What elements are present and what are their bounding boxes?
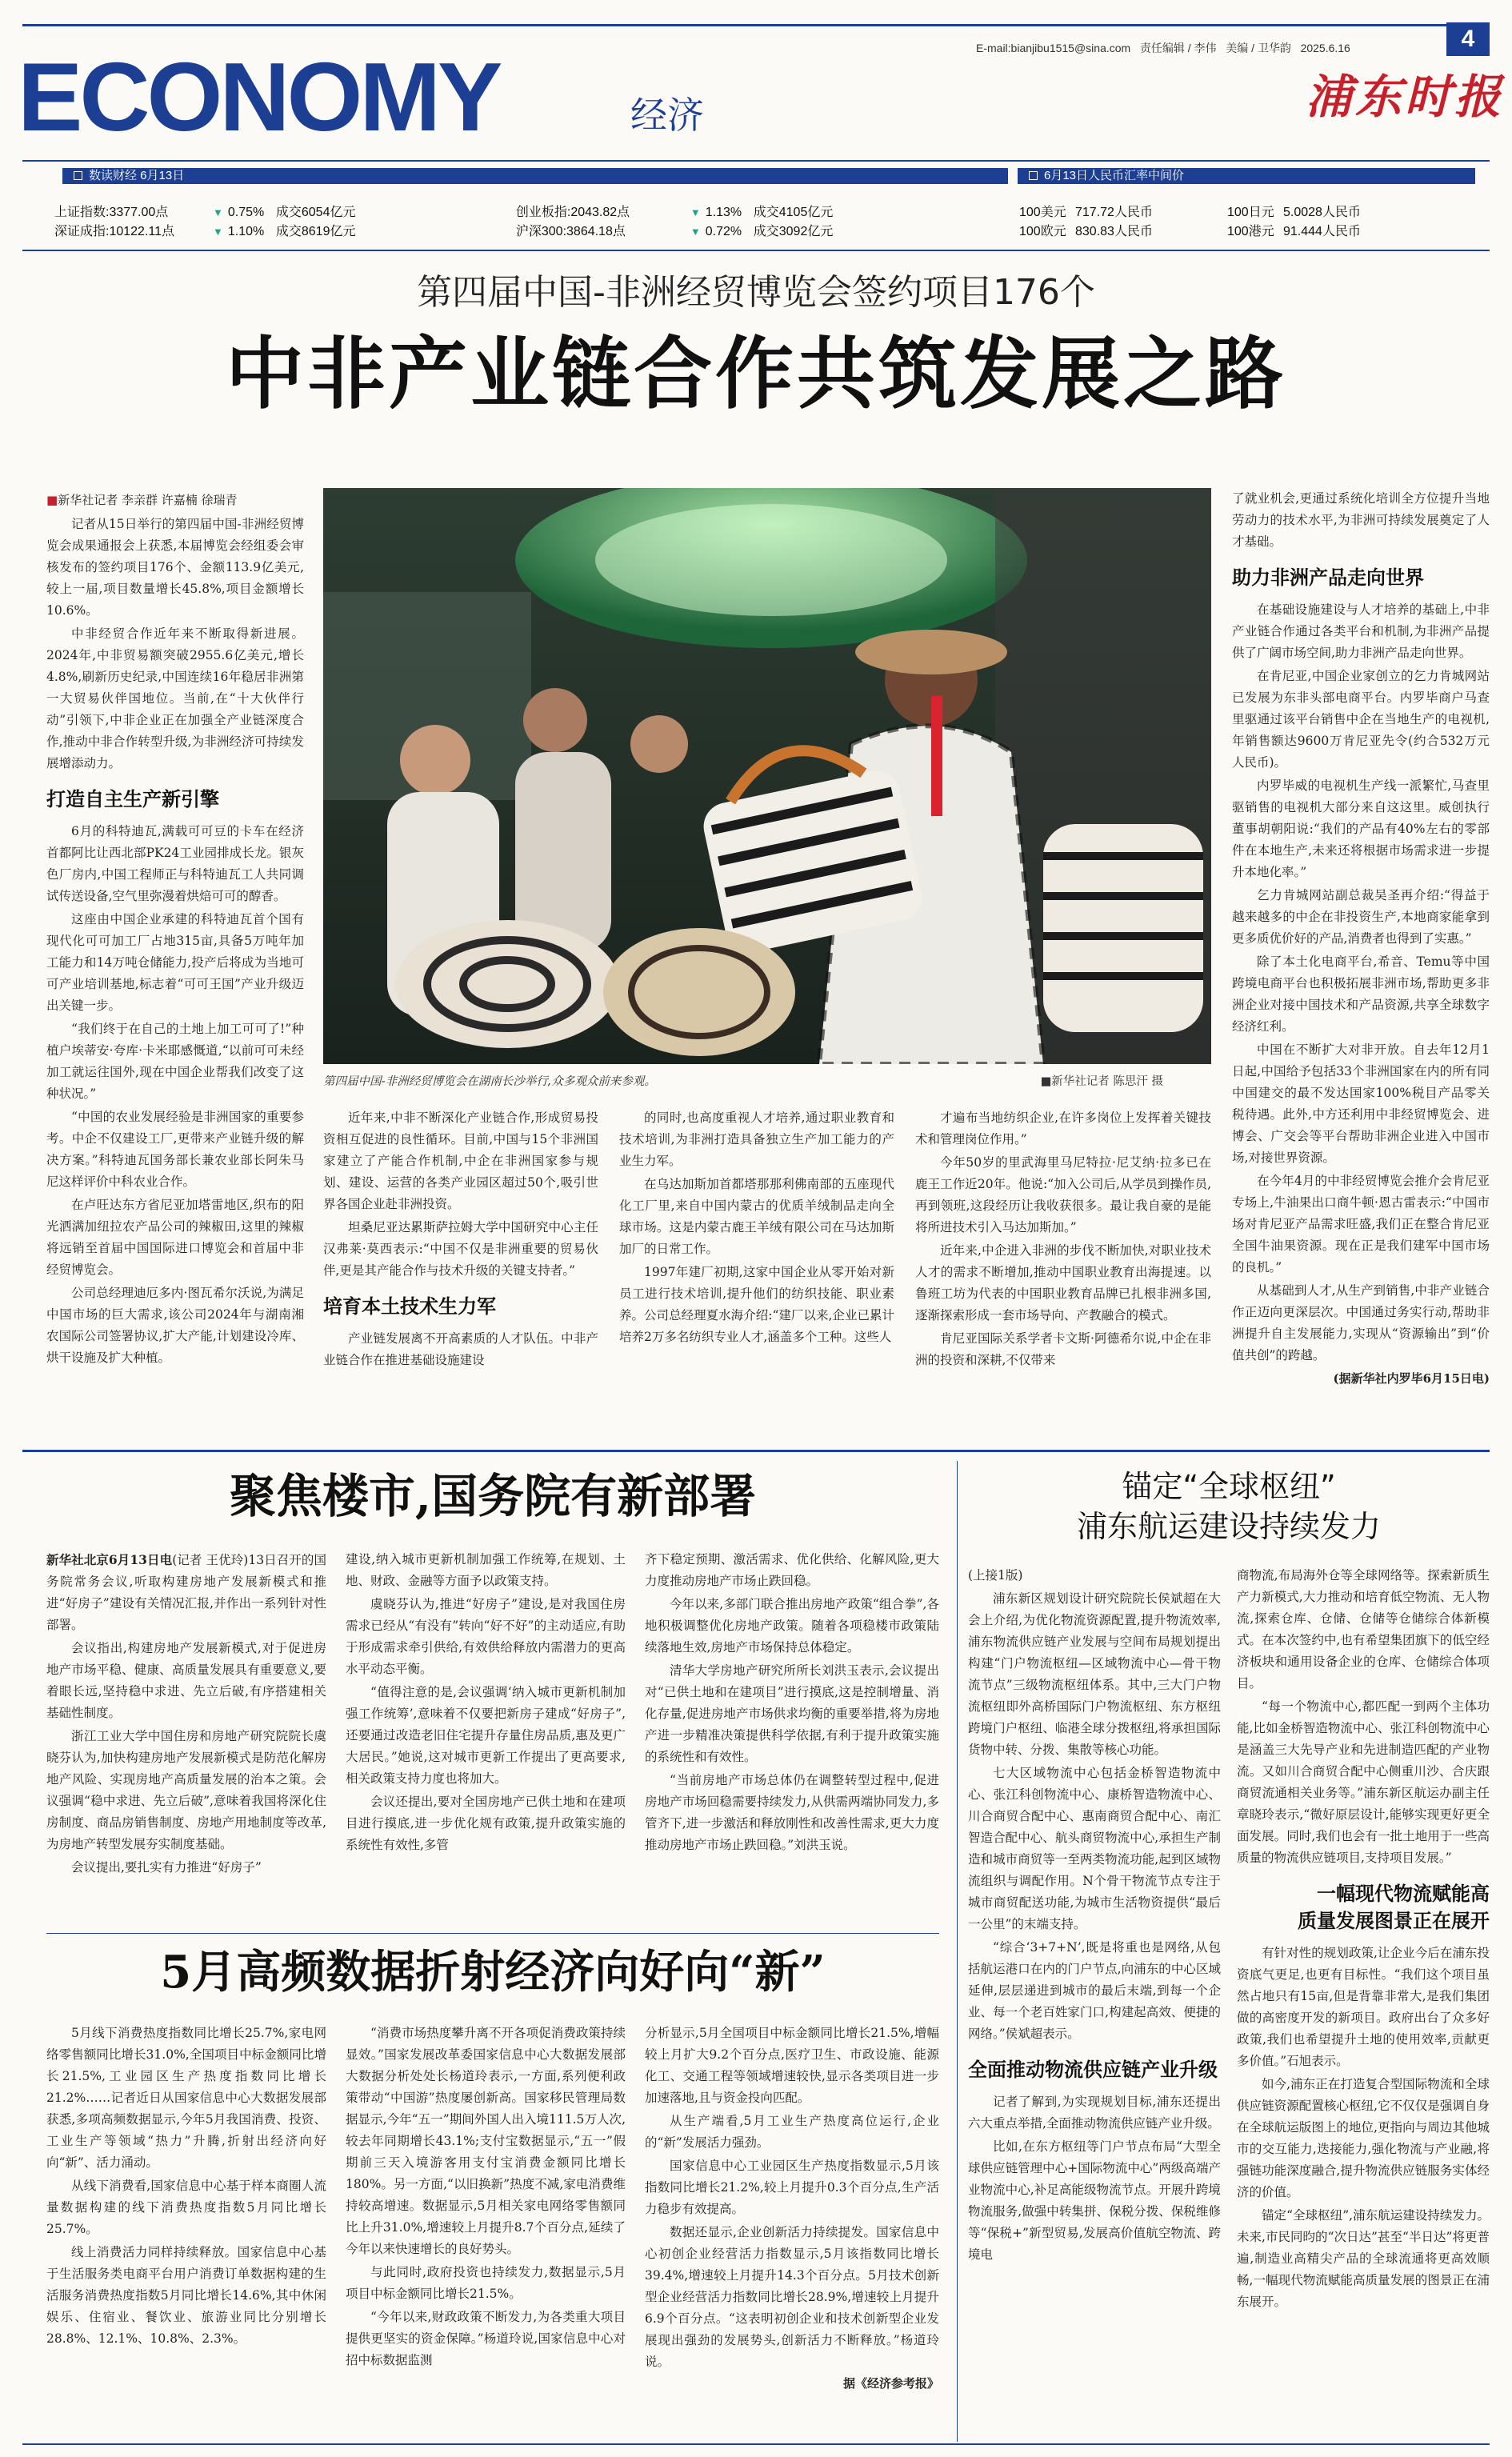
fourth-headline-2: 浦东航运建设持续发力 [1076,1509,1381,1544]
third-column-2: “消费市场热度攀升离不开各项促消费政策持续显效。”国家发展改革委国家信息中心大数据发展部大数据分析处处长杨道玲表示,一方面,系列便利政策带动“中国游”热度屡创新高。国家移民管理局数据显示,今年“五一”期间外国人出入境111.5万人次,较去年同期增长43.1%;支付宝数据显示,“五一”假期前三天入境游客用支付宝消费金额同比增长180%。另一方面,“以旧换新”热度不减,家电消费维持较高增速。数据显示,5月相关家电网络零售额同比上升31.0%,增速较上月提升8.7个百分点,延续了今年以来快速增长的良好势头。 与此同时,政府投资也持续发力,数据显示,5月项目中标金额同比增长21.5%。 “今年以来,财政政策不断发力,为各类重大项目提供更坚实的资金保障。”杨道玲说,国家信息中心对招中标数据监测 [346,2026,626,2367]
third-column-3: 分析显示,5月全国项目中标金额同比增长21.5%,增幅较上月扩大9.2个百分点,医疗卫生、市政设施、能源化工、交通工程等领域增速较快,显示各类项目进一步加速落地,且与资金投向匹配。 从生产端看,5月工业生产热度高位运行,企业的“新”发展活力强劲。 国家信息中心工业园区生产热度指数显示,5月该指数同比增长21.2%,较上月提升0.3个百分点,生产活力稳步有效提高。 数据还显示,企业创新活力持续提发。国家信息中心初创企业经营活力指数显示,5月该指数同比增长39.4%,增速较上月提升14.3个百分点。5月技术创新型企业经营活力指数同比增长28.9%,增速较上月提升6.9个百分点。“这表明初创企业和技术创新型企业发展现出强劲的发展势头,创新活力不断释放。”杨道玲说。 据《经济参考报》 [645,2026,939,2391]
fourth-subhead-1: 全面推动物流供应链产业升级 [968,2059,1218,2081]
second-column-1: 新华社北京6月13日电(记者 王优玲)13日召开的国务院常务会议,听取构建房地产发展新模式和推进“好房子”建设有关情况汇报,并作出一系列针对性部署。 会议指出,构建房地产发展新模式,对于促进房地产市场平稳、健康、高质量发展具有重要意义,要着眼长远,坚持稳中求进、先立后破,有序搭建相关基础性制度。 浙江工业大学中国住房和房地产研究院院长虞晓芬认为,加快构建房地产发展新模式是防范化解房地产风险、实现房地产高质量发展的治本之策。会议强调“稳中求进、先立后破”,意味着我国将深化住房制度、商品房销售制度、房地产用地制度等改革,为房地产转型发展夯实制度基础。 会议提出,要扎实有力推进“好房子” [46,1552,326,1875]
editor: 责任编辑 / 李伟 [1139,42,1217,54]
lead-kicker: 第四届中国-非洲经贸博览会签约项目176个 [417,272,1095,313]
section-title-cn: 经济 [630,94,704,137]
lead-column-1: ■新华社记者 李亲群 许嘉楠 徐瑞青 记者从15日举行的第四届中国-非洲经贸博览会成果通报会上获悉,本届博览会经组委会审核发布的签约项目176个、金额113.9亿美元,较上一届,项目数量增长45.8%,项目金额增长10.6%。 中非经贸合作近年来不断取得新进展。2024年,中非贸易额突破2955.6亿美元,增长4.8%,刷新历史纪录,中国连续16年稳居非洲第一大贸易伙伴国地位。当前,在“十大伙伴行动”引领下,中非企业正在加强全产业链深度合作,推动中非合作转型升级,为非洲经济可持续发展增添动力。 打造自主生产新引擎 6月的科特迪瓦,满载可可豆的卡车在经济首都阿比让西北部PK24工业园排成长龙。银灰色厂房内,中国工程师正与科特迪瓦工人共同调试传送设备,空气里弥漫着烘焙可可的醇香。 这座由中国企业承建的科特迪瓦首个国有现代化可可加工厂占地315亩,具备5万吨年加工能力和14万吨仓储能力,投产后将成为当地可可产业培训基地,标志着“可可王国”产业升级迈出关键一步。 “我们终于在自己的土地上加工可可了!”种植户埃蒂安·夸库·卡米耶感慨道,“以前可可未经加工就运往国外,现在中国企业帮我们改变了这种状况。” “中国的农业发展经验是非洲国家的重要参考。中企不仅建设工厂,更带来产业链升级的解决方案。”科特迪瓦国务部长兼农业部长阿朱马尼这样评价中科农业合作。 在卢旺达东方省尼亚加塔雷地区,织布的阳光洒满加纽拉农产品公司的辣椒田,这里的辣椒将远销至首届中国国际进口博览会和首届中非经贸博览会。 公司总经理迪厄多内·图瓦希尔沃说,为满足中国市场的巨大需求,该公司2024年与湖南湘农国际公司签署协议,扩大产能,计划建设冷库、烘干设施及扩大种植。 [46,490,304,1443]
subhead-3: 助力非洲产品走向世界 [1232,566,1424,589]
second-column-3: 齐下稳定预期、激活需求、优化供给、化解风险,更大力度推动房地产市场止跌回稳。 今年以来,多部门联合推出房地产政策“组合拳”,各地积极调整优化房地产政策。随着各项稳楼市政策陆续落地生效,房地产市场保持总体稳定。 清华大学房地产研究所所长刘洪玉表示,会议提出对“已供土地和在建项目”进行摸底,这是控制增量、消化存量,促进房地产市场供求均衡的重要举措,将为房地产进一步精准决策提供科学依据,有利于提升政策实施的系统性和有效性。 “当前房地产市场总体仍在调整转型过程中,促进房地产市场回稳需要持续发力,从供需两端协同发力,多管齐下,进一步激活和释放刚性和改善性需求,更大力度推动房地产市场止跌回稳。”刘洪玉说。 [645,1552,939,1852]
lead-column-5: 了就业机会,更通过系统化培训全方位提升当地劳动力的技术水平,为非洲可持续发展奠定了人才基础。 助力非洲产品走向世界 在基础设施建设与人才培养的基础上,中非产业链合作通过各类平台和机制,为非洲产品提供了广阔市场空间,助力非洲产品走向世界。 在肯尼亚,中国企业家创立的乞力肯城网站已发展为东非头部电商平台。内罗毕商户马查里驱通过该平台销售中企在当地生产的电视机,年销售额达9600万肯尼亚先令(约合532万元人民币)。 内罗毕威的电视机生产线一派繁忙,马查里驱销售的电视机大部分来自这这里。威创执行董事胡朝阳说:“我们的产品有40%左右的零部件在本地生产,未来还将根据市场需求进一步提升本地化率。” 乞力肯城网站副总裁吴圣再介绍:“得益于越来越多的中企在非投资生产,本地商家能拿到更多质优价好的产品,消费者也得到了实惠。” 除了本土化电商平台,希音、Temu等中国跨境电商平台也积极拓展非洲市场,帮助更多非洲企业对接中国技术和产品资源,共享全球数字经济红利。 中国在不断扩大对非开放。自去年12月1日起,中国给予包括33个非洲国家在内的所有同中国建交的最不发达国家100%税目产品零关税待遇。此外,中方还利用中非经贸博览会、进博会、广交会等平台帮助非洲企业进入中国市场,对接世界资源。 在今年4月的中非经贸博览会推介会肯尼亚专场上,牛油果出口商牛顿·恩古雷表示:“中国市场对肯尼亚产品需求旺盛,我们正在整合肯尼亚全国牛油果资源。现在正是我们建军中国市场的良机。” 从基础到人才,从生产到销售,中非产业链合作正迈向更深层次。中国通过务实行动,帮助非洲提升自主发展能力,实现从“资源输出”到“价值共创”的跨越。 (据新华社内罗毕6月15日电) [1232,491,1490,1386]
down-triangle-icon: ▼ [690,206,701,218]
lead-column-3: 的同时,也高度重视人才培养,通过职业教育和技术培训,为非洲打造具备独立生产加工能力的产业生力军。 在乌达加斯加首都塔那那利佛南部的五座现代化工厂里,来自中国内蒙古的优质羊绒制品走向全球市场。这是内蒙古鹿王羊绒有限公司在马达加斯加厂的日常工作。 1997年建厂初期,这家中国企业从零开始对新员工进行技术培训,提升他们的纺织技能、职业素养。公司总经理夏水海介绍:“建厂以来,企业已累计培养2万多名纺织专业人才,涵盖多个工种。这些人 [619,1110,894,1344]
market-row: 上证指数:3377.00点 ▼ 0.75% 成交6054亿元 创业板指:2043.82点 ▼ 1.13% 成交4105亿元 [54,203,1014,222]
lead-column-4: 才遍布当地纺织企业,在许多岗位上发挥着关键技术和管理岗位作用。” 今年50岁的里武海里马尼特拉·尼艾纳·拉多已在鹿王工作近20年。他说:“加入公司后,从学员到操作员,再到领班,这段经历让我收获很多。最让我自豪的是能将所进技术引入马达加斯加。” 近年来,中企进入非洲的步伐不断加快,对职业技术人才的需求不断增加,推动中国职业教育出海提速。以鲁班工坊为代表的中国职业教育品牌已扎根非洲多国,逐渐探索形成一套市场导向、产教融合的模式。 肯尼亚国际关系学者卡文斯·阿德希尔说,中企在非洲的投资和深耕,不仅带来 [915,1110,1211,1367]
fourth-headline-1: 锚定“全球枢纽” [1122,1469,1336,1504]
fourth-column-2: 商物流,布局海外仓等全球网络等。探索新质生产力新模式,大力推动和培育低空物流、无人物流,探索仓库、仓储、仓储等仓储综合体新模式。在本次签约中,也有希望集团旗下的低空经济板块和通用设备企业的仓库、仓储综合体项目。 “每一个物流中心,都匹配一到两个主体功能,比如金桥智造物流中心、张江科创物流中心是涵盖三大先导产业和先进制造匹配的产业物流。又如川合商贸合配中心侧重川沙、合庆跟商贸流通相关业务等。”浦东新区航运办副主任章晓玲表示,“微好原层设计,能够实现更好更全面发展。同时,我们也会有一批土地用于一些高质量的物流供应链项目,支持项目发展。” 一幅现代物流赋能高 质量发展图景正在展开 有针对性的规划政策,让企业今后在浦东投资底气更足,也更有目标性。“我们这个项目虽然占地只有15亩,但是背靠非常大,是我们集团做的高密度开发的新项目。政府出台了众多好政策,我们也希望提升土地的使用效率,贡献更多价值。”石旭表示。 如今,浦东正在打造复合型国际物流和全球供应链资源配置核心枢纽,它不仅仅是强调自身在全球航运版图上的地位,更指向与周边其他城市的交互能力,迭接能力,强化物流与产业融,将强链功能深度融合,提升物流供应链服务实体经济的价值。 锚定“全球枢纽”,浦东航运建设持续发力。未来,市民同昀的“次日达”甚至“半日达”将更普遍,制造业高精尖产品的全球流通将更高效顺畅,一幅现代物流赋能高质量发展的图景正在浦东展开。 [1237,1568,1490,2309]
market-row: 深证成指:10122.11点 ▼ 1.10% 成交8619亿元 沪深300:3864.18点 ▼ 0.72% 成交3092亿元 [54,222,1014,242]
third-column-1: 5月线下消费热度指数同比增长25.7%,家电网络零售额同比增长31.0%,全国项目中标金额同比增长21.5%,工业园区生产热度指数同比增长21.2%……记者近日从国家信息中心大数据发展部获悉,多项高频数据显示,今年5月我国消费、投资、工业生产等领域“热力”升腾,折射出经济向好向“新”、活力涌动。 从线下消费看,国家信息中心基于样本商圈人流量数据构建的线下消费热度指数5月同比增长25.7%。 线上消费活力同样持续释放。国家信息中心基于生活服务类电商平台用户消费订单数据构建的生活服务消费热度指数5月同比增长14.6%,其中休闲娱乐、住宿业、餐饮业、旅游业同比分别增长28.8%、12.1%、10.8%、2.3%。 [46,2026,326,2346]
issue-date: 2025.6.16 [1300,42,1350,54]
subhead-2: 培育本土技术生力军 [323,1295,496,1318]
art-editor: 美编 / 卫华韵 [1226,42,1291,54]
contact-line [976,40,1350,56]
down-triangle-icon: ▼ [213,226,223,238]
page-number: 4 [1446,22,1490,56]
subhead-1: 打造自主生产新引擎 [46,788,219,810]
photo-caption: 第四届中国-非洲经贸博览会在湖南长沙举行,众多观众前来参观。 ■新华社记者 陈思汗 摄 [323,1072,1211,1089]
market-table [54,203,1014,242]
down-triangle-icon: ▼ [213,206,223,218]
lead-photo [323,488,1211,1064]
fourth-column-1: (上接1版) 浦东新区规划设计研究院院长侯斌超在大会上介绍,为优化物流资源配置,提升物流效率,浦东物流供应链产业发展与空间布局规划提出构建“门户物流枢纽—区域物流中心—骨干物流节点”三级物流枢纽体系。其中,三大门户物流枢纽即外高桥国际门户物流枢纽、东方枢纽跨境门户枢纽、临港全球分拨枢纽,将承担国际货物中转、分拨、集散等核心功能。 七大区域物流中心包括金桥智造物流中心、张江科创物流中心、康桥智造物流中心、川合商贸合配中心、惠南商贸合配中心、南汇智造合配中心、航头商贸物流中心,承担生产制造和城市商贸等一至两类物流功能,起到区域物流组织与调配作用。N个骨干物流节点专注于城市商贸配送功能,为城市生活物资提供“最后一公里”的末端支持。 “综合‘3+7+N’,既是将重也是网络,从包括航运港口在内的门户节点,向浦东的中心区域延伸,层层递进到城市的最后末端,到每一个企业、每一个老百姓家门口,构建起高效、便捷的网络。”侯斌超表示。 全面推动物流供应链产业升级 记者了解到,为实现规划目标,浦东还提出六大重点举措,全面推动物流供应链产业升级。 比如,在东方枢纽等门户节点布局“大型全球供应链管理中心+国际物流中心”两级高端产业物流中心,补足高能级物流节点。开展升跨境物流服务,做强中转集拼、保税分拨、保税维修等“保税+”新型贸易,发展高价值航空物流、跨境电 [968,1568,1221,2262]
fx-band: 6月13日人民币汇率中间价 [1018,168,1475,184]
newspaper-logo: 浦东时报 [1306,70,1505,124]
second-headline: 聚焦楼市,国务院有新部署 [229,1469,757,1523]
photo-credit: ■新华社记者 陈思汗 摄 [1040,1075,1163,1088]
lead-column-2: 近年来,中非不断深化产业链合作,形成贸易投资相互促进的良性循环。目前,中国与15个非洲国家建立了产能合作机制,中企在非洲国家参与规划、建设、运营的各类产业园区超过50个,吸引世界各国企业赴非洲投资。 坦桑尼亚达累斯萨拉姆大学中国研究中心主任汉弗莱·莫西表示:“中国不仅是非洲重要的贸易伙伴,更是其产能合作与技术升级的关键支持者。” 培育本土技术生力军 产业链发展离不开高素质的人才队伍。中非产业链合作在推进基础设施建设 [323,1110,598,1367]
expo-photo-illustration [323,488,1211,1064]
down-triangle-icon: ▼ [690,226,701,238]
fourth-subhead-2: 一幅现代物流赋能高 质量发展图景正在展开 [1298,1883,1490,1932]
lead-headline: 中非产业链合作共筑发展之路 [225,328,1286,420]
market-band: 数读财经 6月13日 [62,168,1008,184]
third-headline: 5月高频数据折射经济向好向“新” [160,1946,826,1999]
section-title-en: ECONOMY [18,42,500,151]
lead-source: (据新华社内罗毕6月15日电) [1333,1371,1490,1386]
email: E-mail:bianjibu1515@sina.com [976,42,1131,54]
fx-table: 100美元 717.72人民币 100日元 5.0028人民币 100欧元 830.83人民币 100港元 91.444人民币 [1019,206,1361,238]
third-source: 据《经济参考报》 [842,2376,939,2391]
second-column-2: 建设,纳入城市更新机制加强工作统筹,在规划、土地、财政、金融等方面予以政策支持。 虞晓芬认为,推进“好房子”建设,是对我国住房需求已经从“有没有”转向“好不好”的主动适应,有助于形成需求牵引供给,有效供给释放内需潜力的更高水平动态平衡。 “值得注意的是,会议强调‘纳入城市更新机制加强工作统筹’,意味着不仅要把新房子建成“好房子”,还要通过改造老旧住宅提升存量住房品质,惠及更广大居民。”她说,这对城市更新工作提出了更高要求,相关政策支持力度也将加大。 会议还提出,要对全国房地产已供土地和在建项目进行摸底,进一步优化规有政策,提升政策实施的系统性有效性,多管 [346,1552,626,1852]
byline: ■新华社记者 李亲群 许嘉楠 徐瑞青 [46,493,238,507]
